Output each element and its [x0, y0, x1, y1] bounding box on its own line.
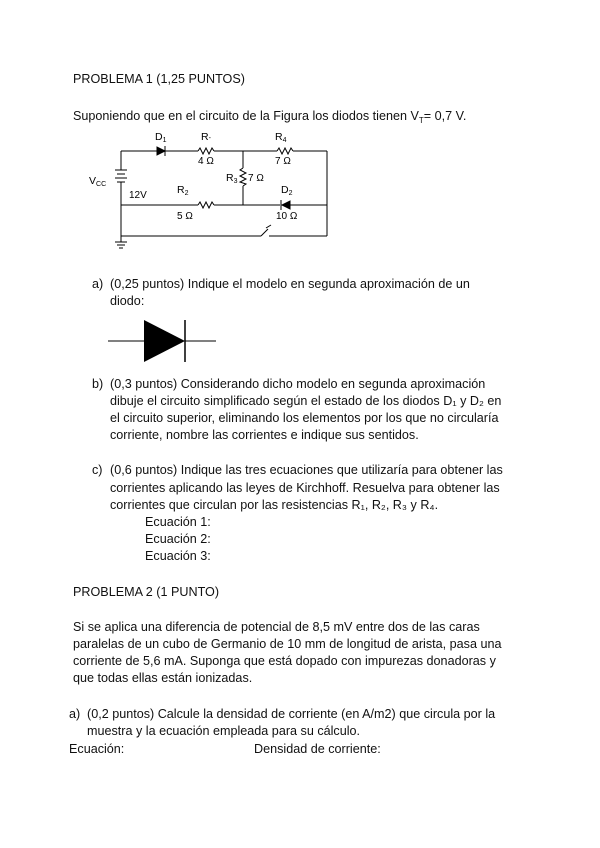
equation-1-label: Ecuación 1:	[145, 515, 211, 529]
problem1-intro	[73, 109, 466, 125]
item-b-line4: corriente, nombre las corrientes e indique sus sentidos.	[110, 428, 419, 442]
item-c-line1: (0,6 puntos) Indique las tres ecuaciones que utilizaría para obtener las	[110, 463, 503, 477]
r2-label: R2	[177, 184, 189, 197]
equation-3-label: Ecuación 3:	[145, 549, 211, 563]
intro-value: = 0,7 V.	[423, 109, 467, 123]
problem1-title: PROBLEMA 1 (1,25 PUNTOS)	[73, 72, 245, 86]
item-a-line2: diodo:	[110, 294, 145, 308]
item-a-line1: (0,25 puntos) Indique el modelo en segunda aproximación de un	[110, 277, 470, 291]
intro-text: Suponiendo que en el circuito de la Figura los diodos tienen V	[73, 109, 419, 123]
r3-value: 7 Ω	[248, 173, 264, 184]
problem2-line1: Si se aplica una diferencia de potencial de 8,5 mV entre dos de las caras	[73, 620, 480, 634]
battery-label: 12V	[129, 190, 147, 201]
d1-label: D1	[155, 131, 167, 144]
d2-label: D2	[281, 184, 293, 197]
item-b-line3: el circuito superior, eliminando los elementos por los que no circularía	[110, 411, 499, 425]
vcc-label: VCC	[89, 175, 107, 188]
diode-symbol-icon	[108, 316, 218, 366]
circuit-figure	[85, 130, 335, 252]
item-c-line3: corrientes que circulan por las resistencias R₁, R₂, R₃ y R₄.	[110, 498, 439, 512]
item-b-line2: dibuje el circuito simplificado según el estado de los diodos D₁ y D₂ en	[110, 394, 502, 408]
problem2-line3: corriente de 5,6 mA. Suponga que está dopado con impurezas donadoras y	[73, 654, 496, 668]
problem2-title: PROBLEMA 2 (1 PUNTO)	[73, 585, 220, 599]
ecuacion-label: Ecuación:	[69, 742, 125, 756]
problem2-line2: paralelas de un cubo de Germanio de 10 mm de longitud de arista, pasa una	[73, 637, 502, 651]
item-a-marker: a)	[92, 277, 104, 291]
problem2-item-a-marker: a)	[69, 707, 81, 721]
problem2-line4: que todas ellas están ionizadas.	[73, 671, 253, 685]
densidad-label: Densidad de corriente:	[254, 742, 381, 756]
item-c-line2: corrientes aplicando las leyes de Kirchhoff. Resuelva para obtener las	[110, 481, 500, 495]
r1-label: R-	[201, 131, 211, 143]
item-b-line1: (0,3 puntos) Considerando dicho modelo en segunda aproximación	[110, 377, 486, 391]
d2-value: 10 Ω	[276, 211, 298, 222]
r2-value: 5 Ω	[177, 211, 193, 222]
vt-subscript: T	[418, 116, 424, 125]
r4-value: 7 Ω	[275, 156, 291, 167]
item-b-marker: b)	[92, 377, 104, 391]
r1-value: 4 Ω	[198, 156, 214, 167]
r3-label: R3	[226, 172, 238, 185]
item-c-marker: c)	[92, 463, 103, 477]
problem2-item-a-line2: muestra y la ecuación empleada para su cálculo.	[87, 724, 361, 738]
r4-label: R4	[275, 131, 287, 144]
equation-2-label: Ecuación 2:	[145, 532, 211, 546]
problem2-item-a-line1: (0,2 puntos) Calcule la densidad de corriente (en A/m2) que circula por la	[87, 707, 496, 721]
